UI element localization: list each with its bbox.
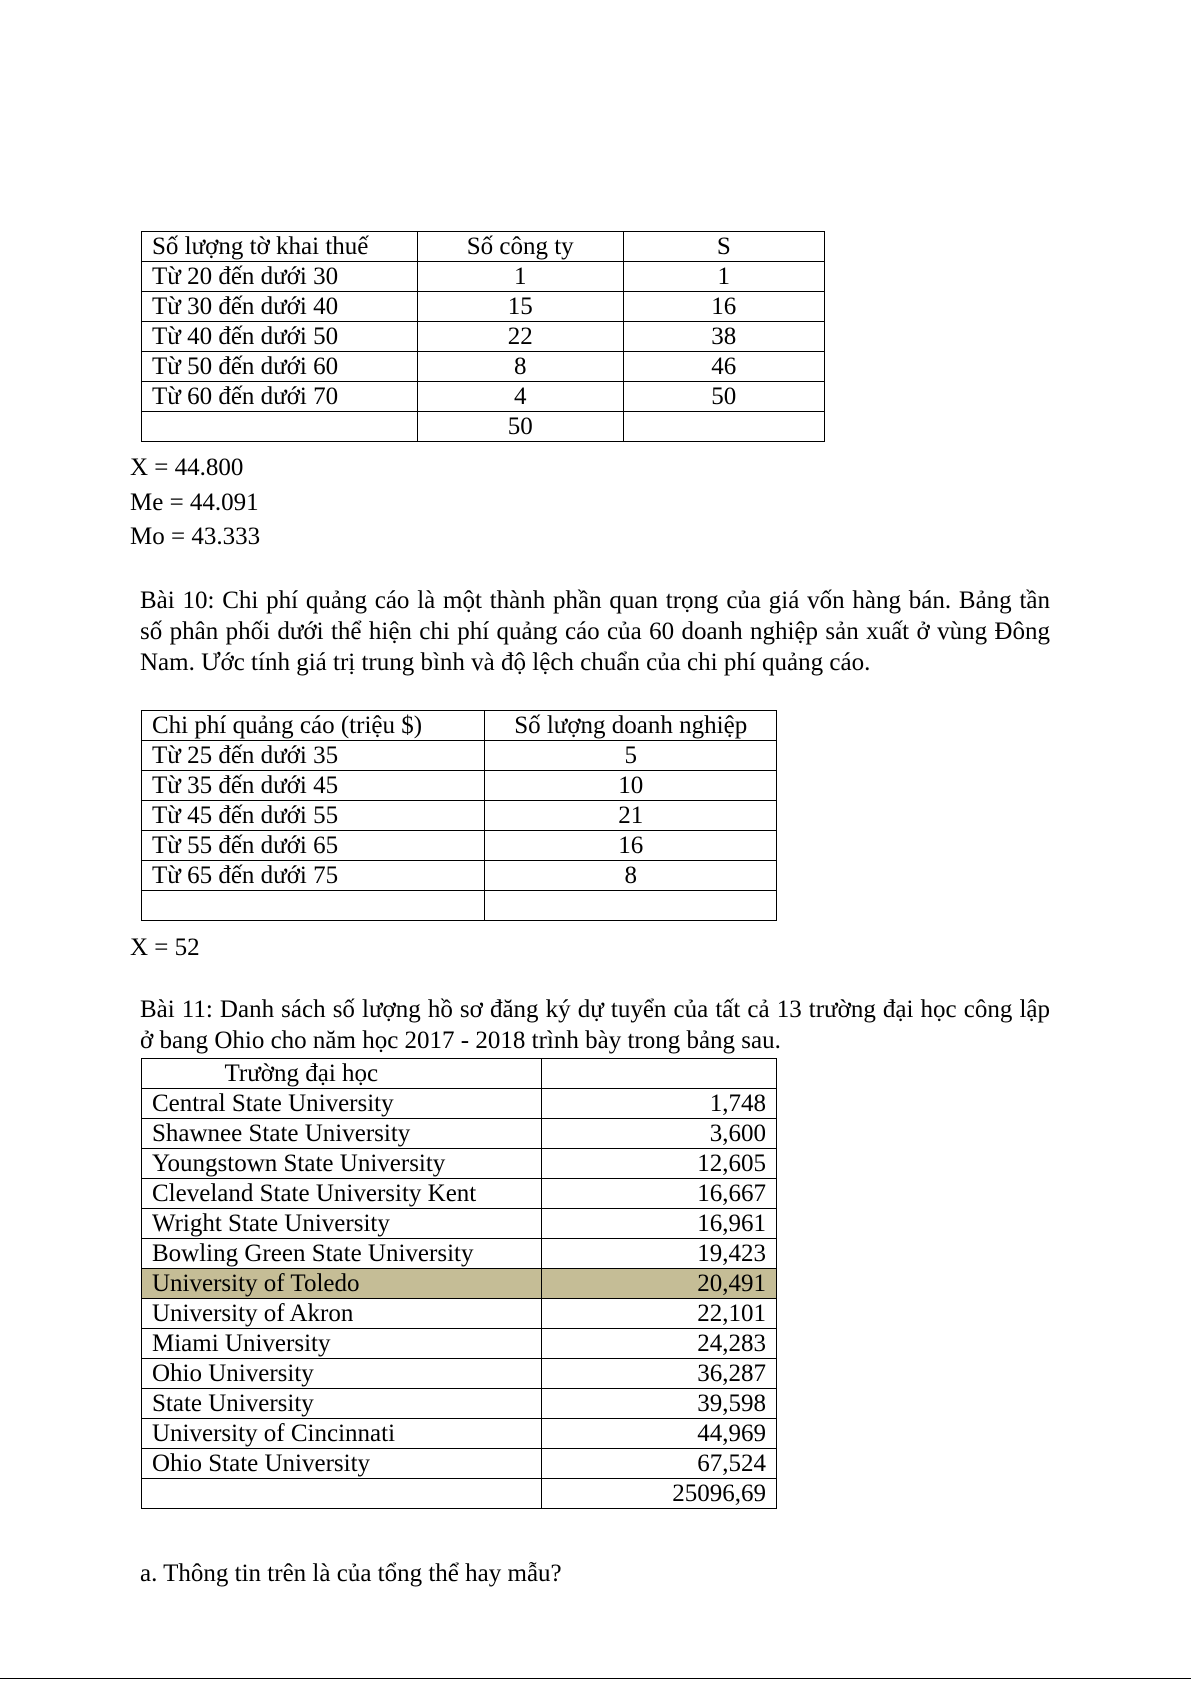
table-cell xyxy=(142,1479,542,1509)
table-cell: 8 xyxy=(485,861,777,891)
table-cell: 24,283 xyxy=(541,1329,776,1359)
table-cell: Từ 45 đến dưới 55 xyxy=(142,801,485,831)
table-row xyxy=(142,741,777,771)
table-row xyxy=(142,1149,777,1179)
table-cell: 16 xyxy=(623,292,824,322)
table-cell: 8 xyxy=(417,352,623,382)
table-row xyxy=(142,262,825,292)
table-cell: University of Toledo xyxy=(142,1269,542,1299)
table-cell: University of Cincinnati xyxy=(142,1419,542,1449)
mean-result: X = 44.800 xyxy=(130,454,244,481)
table-cell: 21 xyxy=(485,801,777,831)
table-cell: Từ 25 đến dưới 35 xyxy=(142,741,485,771)
table-header-row xyxy=(142,1059,777,1089)
table-cell: 15 xyxy=(417,292,623,322)
exercise-10-text: Bài 10: Chi phí quảng cáo là một thành phần quan trọng của giá vốn hàng bán. Bảng tần số phân phối dưới thể hiện chi phí quảng cáo của 60 doanh nghiệp sản xuất ở vùng Đông Nam. Ước tính giá trị trung bình và độ lệch chuẩn của chi phí quảng cáo. xyxy=(140,587,1050,676)
table-row xyxy=(142,1419,777,1449)
table-row xyxy=(142,292,825,322)
table-cell: 1 xyxy=(623,262,824,292)
table-cell: 5 xyxy=(485,741,777,771)
table-row xyxy=(142,801,777,831)
table-row xyxy=(142,1329,777,1359)
table-cell: Từ 20 đến dưới 30 xyxy=(142,262,418,292)
exercise-11-text: Bài 11: Danh sách số lượng hồ sơ đăng ký dự tuyển của tất cả 13 trường đại học công lập ở bang Ohio cho năm học 2017 - 2018 trình bày trong bảng sau. xyxy=(140,996,1050,1054)
table-row xyxy=(142,1389,777,1419)
table-cell: Ohio State University xyxy=(142,1449,542,1479)
question-a: a. Thông tin trên là của tổng thể hay mẫu? xyxy=(140,1560,562,1587)
header-cell: Trường đại học xyxy=(142,1059,542,1089)
table-cell: Miami University xyxy=(142,1329,542,1359)
table-cell: 16,667 xyxy=(541,1179,776,1209)
exercise-10-result: X = 52 xyxy=(130,934,200,961)
table-cell: 1 xyxy=(417,262,623,292)
table-cell: 16,961 xyxy=(541,1209,776,1239)
table-row-highlighted xyxy=(142,1269,777,1299)
table-cell: 1,748 xyxy=(541,1089,776,1119)
header-cell: Chi phí quảng cáo (triệu $) xyxy=(142,711,485,741)
table-cell: 20,491 xyxy=(541,1269,776,1299)
advertising-cost-table xyxy=(141,710,777,921)
table-cell: State University xyxy=(142,1389,542,1419)
table-cell: 12,605 xyxy=(541,1149,776,1179)
table-cell xyxy=(142,891,485,921)
table-empty-row xyxy=(142,891,777,921)
table-row xyxy=(142,352,825,382)
table-cell: 4 xyxy=(417,382,623,412)
table-cell: 22 xyxy=(417,322,623,352)
table-cell: 38 xyxy=(623,322,824,352)
table-cell: 22,101 xyxy=(541,1299,776,1329)
header-cell xyxy=(541,1059,776,1089)
table-row xyxy=(142,1239,777,1269)
total-cell: 50 xyxy=(417,412,623,442)
table-row xyxy=(142,1359,777,1389)
table-row xyxy=(142,861,777,891)
header-cell: Số lượng tờ khai thuế xyxy=(142,232,418,262)
table-cell: 3,600 xyxy=(541,1119,776,1149)
table-cell: Youngstown State University xyxy=(142,1149,542,1179)
table-cell: Từ 40 đến dưới 50 xyxy=(142,322,418,352)
table-cell: Từ 30 đến dưới 40 xyxy=(142,292,418,322)
table-row xyxy=(142,1209,777,1239)
table-cell: Central State University xyxy=(142,1089,542,1119)
table-cell: 36,287 xyxy=(541,1359,776,1389)
tax-form-frequency-table xyxy=(141,231,825,442)
table-total-row xyxy=(142,412,825,442)
table-cell xyxy=(485,891,777,921)
table-cell xyxy=(623,412,824,442)
table-row xyxy=(142,1449,777,1479)
table-cell: Cleveland State University Kent xyxy=(142,1179,542,1209)
table-cell xyxy=(142,412,418,442)
median-result: Me = 44.091 xyxy=(130,489,259,516)
table-cell: 67,524 xyxy=(541,1449,776,1479)
table-cell: 39,598 xyxy=(541,1389,776,1419)
table-cell: Từ 65 đến dưới 75 xyxy=(142,861,485,891)
table-row xyxy=(142,1299,777,1329)
table-cell: Ohio University xyxy=(142,1359,542,1389)
table-total-row xyxy=(142,1479,777,1509)
table-cell: 19,423 xyxy=(541,1239,776,1269)
table-header-row xyxy=(142,232,825,262)
table-cell: Wright State University xyxy=(142,1209,542,1239)
mode-result: Mo = 43.333 xyxy=(130,523,261,550)
table-cell: Từ 35 đến dưới 45 xyxy=(142,771,485,801)
ohio-university-applications-table xyxy=(141,1058,777,1509)
table-row xyxy=(142,322,825,352)
table-row xyxy=(142,1119,777,1149)
table-cell: Shawnee State University xyxy=(142,1119,542,1149)
table-row xyxy=(142,1179,777,1209)
table-cell: 50 xyxy=(623,382,824,412)
table-cell: 46 xyxy=(623,352,824,382)
table-cell: 10 xyxy=(485,771,777,801)
header-cell: Số công ty xyxy=(417,232,623,262)
header-cell: S xyxy=(623,232,824,262)
table-row xyxy=(142,831,777,861)
table-row xyxy=(142,771,777,801)
page-bottom-rule xyxy=(0,1678,1191,1679)
table-row xyxy=(142,382,825,412)
table-cell: Từ 50 đến dưới 60 xyxy=(142,352,418,382)
header-cell: Số lượng doanh nghiệp xyxy=(485,711,777,741)
table-cell: Từ 55 đến dưới 65 xyxy=(142,831,485,861)
total-cell: 25096,69 xyxy=(541,1479,776,1509)
table-header-row xyxy=(142,711,777,741)
table-cell: University of Akron xyxy=(142,1299,542,1329)
table-cell: 16 xyxy=(485,831,777,861)
table-cell: Bowling Green State University xyxy=(142,1239,542,1269)
table-row xyxy=(142,1089,777,1119)
table-cell: Từ 60 đến dưới 70 xyxy=(142,382,418,412)
table-cell: 44,969 xyxy=(541,1419,776,1449)
